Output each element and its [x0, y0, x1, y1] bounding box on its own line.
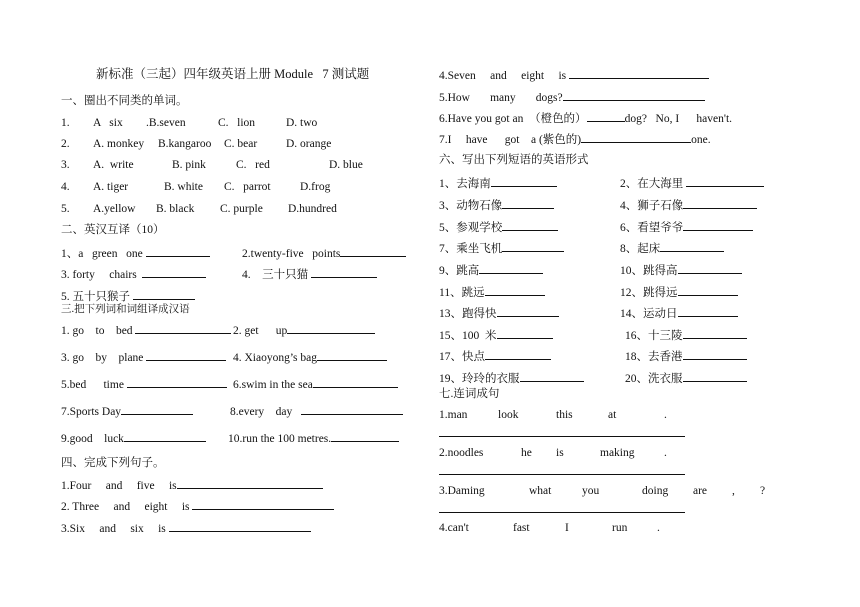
answer-blank[interactable] [192, 498, 334, 510]
word: are [693, 485, 708, 497]
phrase-item [233, 322, 375, 338]
item-text: 7.Sports Day [61, 406, 122, 418]
item-text: 9.good luck [61, 433, 124, 445]
answer-blank[interactable] [169, 520, 311, 532]
answer-blank[interactable] [317, 349, 387, 361]
phrase-item [233, 376, 398, 392]
phrase-item [439, 262, 543, 278]
answer-blank[interactable] [497, 305, 559, 317]
item-text: one. [691, 134, 711, 146]
answer-blank[interactable] [491, 175, 557, 187]
phrase-item [439, 348, 551, 364]
translate-item [242, 266, 377, 282]
answer-blank[interactable] [678, 305, 738, 317]
phrase-item [625, 370, 747, 386]
item-text: 15、100 米 [439, 330, 497, 342]
q-num: 5. [61, 203, 70, 215]
answer-blank[interactable] [683, 370, 747, 382]
phrase-item [439, 197, 554, 213]
sentence-item [61, 477, 323, 493]
item-text: 2. get up [233, 325, 288, 337]
q-num: 4. [61, 181, 70, 193]
answer-blank[interactable] [301, 403, 403, 415]
phrase-item [233, 349, 387, 365]
word: what [529, 485, 552, 497]
q-num: 2. [61, 138, 70, 150]
answer-blank[interactable] [485, 348, 551, 360]
option-a: A.yellow [93, 203, 136, 215]
item-text: 18、去香港 [625, 351, 683, 363]
option-a: A. write [93, 159, 134, 171]
answer-blank[interactable] [563, 89, 705, 101]
phrase-item [61, 430, 206, 446]
sentence-item [439, 89, 705, 105]
answer-blank[interactable] [502, 197, 554, 209]
answer-blank[interactable] [340, 245, 406, 257]
translate-item [242, 245, 406, 261]
item-text: 12、跳得远 [620, 287, 678, 299]
answer-blank[interactable] [502, 240, 564, 252]
q-num: 3. [61, 159, 70, 171]
answer-line[interactable] [439, 474, 685, 475]
answer-blank[interactable] [127, 376, 227, 388]
item-text: 8.every day [230, 406, 293, 418]
item-text: 11、跳远 [439, 287, 485, 299]
phrase-item [61, 322, 231, 338]
answer-blank[interactable] [683, 219, 753, 231]
item-text: 3. forty chairs [61, 269, 137, 281]
word: , [732, 485, 735, 497]
phrase-item [228, 430, 399, 446]
sentence-item [439, 110, 732, 126]
option-b: B. black [156, 203, 195, 215]
item-text: 1.Four and five is [61, 480, 177, 492]
item-text: 1. go to bed [61, 325, 133, 337]
word: . [664, 409, 667, 421]
word: at [608, 409, 617, 421]
answer-blank[interactable] [587, 110, 625, 122]
sentence-item [439, 131, 711, 147]
answer-blank[interactable] [133, 288, 195, 300]
phrase-item [61, 376, 227, 392]
answer-blank[interactable] [311, 266, 377, 278]
word: 2.noodles [439, 447, 484, 459]
item-text: 6.Have you got an （橙色的） [439, 113, 587, 125]
phrase-item [439, 327, 553, 343]
word: doing [642, 485, 669, 497]
word: I [565, 522, 569, 534]
item-text: 7.I have got a (紫色的) [439, 134, 582, 146]
item-text: 5.How many dogs? [439, 92, 563, 104]
section-4-heading: 四、完成下列句子。 [61, 457, 165, 469]
sentence-item [61, 520, 311, 536]
item-text: 8、起床 [620, 243, 661, 255]
answer-blank[interactable] [124, 430, 206, 442]
item-text: 13、跑得快 [439, 308, 497, 320]
word: 3.Daming [439, 485, 485, 497]
answer-blank[interactable] [331, 430, 399, 442]
phrase-item [61, 349, 226, 365]
phrase-item [439, 284, 545, 300]
item-text: 4.Seven and eight is [439, 70, 567, 82]
option-b: B. white [164, 181, 203, 193]
q-num: 1. [61, 117, 70, 129]
page-title: 新标准（三起）四年级英语上册 Module 7 测试题 [96, 67, 370, 81]
option-b: .B.seven [146, 117, 186, 129]
item-text: 3、动物石像 [439, 200, 503, 212]
answer-blank[interactable] [479, 262, 543, 274]
item-text: 10、跳得高 [620, 265, 678, 277]
answer-blank[interactable] [678, 284, 738, 296]
translate-item [61, 288, 195, 304]
item-text: 2. Three and eight is [61, 501, 190, 513]
section-1-heading: 一、圈出不同类的单词。 [61, 95, 188, 107]
item-text: 17、快点 [439, 351, 485, 363]
word: is [556, 447, 564, 459]
item-text: 16、十三陵 [625, 330, 683, 342]
phrase-item [230, 403, 403, 419]
answer-blank[interactable] [660, 240, 724, 252]
option-c: C. purple [220, 203, 263, 215]
answer-blank[interactable] [502, 219, 558, 231]
sentence-item [439, 67, 709, 83]
option-a: A. tiger [93, 181, 129, 193]
answer-blank[interactable] [569, 67, 709, 79]
item-text: 10.run the 100 metres. [228, 433, 332, 445]
item-text: 7、乘坐飞机 [439, 243, 503, 255]
item-text: 19、玲玲的衣服 [439, 373, 520, 385]
item-text: 9、跳高 [439, 265, 480, 277]
phrase-item [61, 403, 193, 419]
translate-item [61, 266, 206, 282]
answer-blank[interactable] [683, 348, 747, 360]
item-text: 14、运动日 [620, 308, 678, 320]
option-c: C. lion [218, 117, 256, 129]
answer-line[interactable] [439, 512, 685, 513]
item-text: 2.twenty-five points [242, 248, 341, 260]
section-2-heading: 二、英汉互译（10） [61, 224, 165, 236]
answer-blank[interactable] [142, 266, 206, 278]
answer-blank[interactable] [520, 370, 584, 382]
answer-blank[interactable] [497, 327, 553, 339]
item-text: 6、看望爷爷 [620, 222, 684, 234]
phrase-item [439, 175, 557, 191]
section-7-heading: 七.连词成句 [439, 388, 500, 400]
sentence-item [61, 498, 334, 514]
item-text: 3.Six and six is [61, 523, 166, 535]
answer-blank[interactable] [683, 197, 757, 209]
item-text: 5、参观学校 [439, 222, 503, 234]
section-6-heading: 六、写出下列短语的英语形式 [439, 154, 589, 166]
word: 4.can't [439, 522, 469, 534]
phrase-item [620, 240, 724, 256]
answer-blank[interactable] [177, 477, 323, 489]
option-c: C. parrot [224, 181, 271, 193]
phrase-item [620, 305, 738, 321]
phrase-item [439, 240, 564, 256]
phrase-item [620, 219, 753, 235]
answer-blank[interactable] [485, 284, 545, 296]
word: ? [760, 485, 766, 497]
option-a: A. monkey [93, 138, 145, 150]
answer-blank[interactable] [146, 245, 210, 257]
word: he [521, 447, 532, 459]
phrase-item [439, 219, 558, 235]
word: look [498, 409, 519, 421]
option-c: C. bear [224, 138, 258, 150]
option-d: D. blue [329, 159, 363, 171]
phrase-item [439, 370, 584, 386]
answer-blank[interactable] [686, 175, 764, 187]
option-d: D.frog [300, 181, 331, 193]
item-text: 5.bed time [61, 379, 124, 391]
item-text: 5. 五十只猴子 [61, 291, 130, 303]
item-text: 1、去海南 [439, 178, 491, 190]
answer-line[interactable] [439, 436, 685, 437]
word: 1.man [439, 409, 468, 421]
phrase-item [620, 284, 738, 300]
word: making [600, 447, 635, 459]
answer-blank[interactable] [683, 327, 747, 339]
option-a: A six [93, 117, 123, 129]
word: this [556, 409, 573, 421]
item-text: 4. 三十只猫 [242, 269, 309, 281]
translate-item [61, 245, 210, 261]
word: . [664, 447, 667, 459]
answer-blank[interactable] [146, 349, 226, 361]
phrase-item [620, 197, 757, 213]
answer-blank[interactable] [121, 403, 193, 415]
item-text: dog? No, I haven't. [624, 113, 733, 125]
option-d: D.hundred [288, 203, 337, 215]
word: run [612, 522, 628, 534]
answer-blank[interactable] [287, 322, 375, 334]
answer-blank[interactable] [581, 131, 691, 143]
phrase-item [439, 305, 559, 321]
answer-blank[interactable] [313, 376, 398, 388]
option-c: C. red [236, 159, 270, 171]
section-3-heading: 三.把下列词和词组译成汉语 [61, 304, 190, 315]
option-d: D. two [286, 117, 318, 129]
item-text: 6.swim in the sea [233, 379, 313, 391]
item-text: 4、狮子石像 [620, 200, 684, 212]
answer-blank[interactable] [678, 262, 742, 274]
item-text: 4. Xiaoyong’s bag [233, 352, 318, 364]
option-b: B. pink [172, 159, 206, 171]
option-d: D. orange [286, 138, 332, 150]
word: . [657, 522, 660, 534]
answer-blank[interactable] [135, 322, 231, 334]
item-text: 3. go by plane [61, 352, 144, 364]
item-text: 20、洗衣服 [625, 373, 683, 385]
phrase-item [625, 348, 747, 364]
word: you [582, 485, 600, 497]
option-b: B.kangaroo [158, 138, 212, 150]
phrase-item [620, 175, 764, 191]
phrase-item [625, 327, 747, 343]
item-text: 1、a green one [61, 248, 143, 260]
word: fast [513, 522, 530, 534]
phrase-item [620, 262, 742, 278]
item-text: 2、在大海里 [620, 178, 684, 190]
